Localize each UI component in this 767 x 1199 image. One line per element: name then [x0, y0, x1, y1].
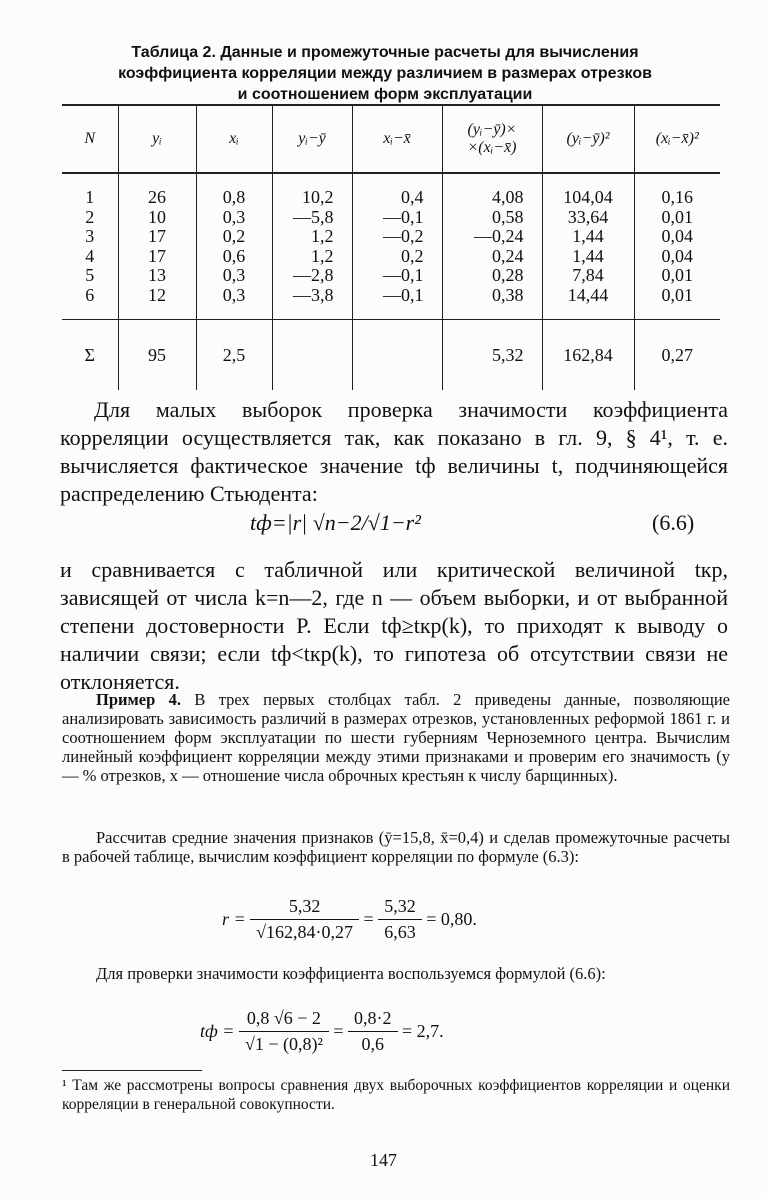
footnote-rule [62, 1070, 202, 1071]
footnote: ¹ Там же рассмотрены вопросы сравнения двух выборочных коэффициентов корреляции и оценки корреляции в генеральной совокупности. [62, 1077, 730, 1113]
example-label: Пример 4. [96, 690, 181, 709]
sum-x-dev [352, 320, 442, 391]
formula-r-num2: 5,32 [378, 896, 422, 920]
table-caption-line3: и соотношением форм эксплуатации [237, 86, 533, 103]
formula-r-num1: 5,32 [250, 896, 359, 920]
col-x: 0,8 0,3 0,2 0,6 0,3 0,3 [196, 173, 272, 320]
formula-r-lhs: r = [222, 909, 246, 929]
formula-t-den2: 0,6 [361, 1034, 385, 1054]
table-sum-row [62, 320, 720, 391]
header-product: (yᵢ−ȳ)× ×(xᵢ−x̄) [442, 105, 542, 173]
sum-y-dev-sq: 162,84 [542, 320, 634, 391]
example-paragraph-2: Рассчитав средние значения признаков (ȳ=15,8, x̄=0,4) и сделав промежуточные расчеты в рабочей таблице, вычислим коэффициент корреляции по формуле (6.3): [62, 828, 730, 866]
example-paragraph [62, 690, 730, 785]
sum-x-dev-sq: 0,27 [634, 320, 720, 391]
col-product: 4,08 0,58 —0,24 0,24 0,28 0,38 [442, 173, 542, 320]
col-x-dev: 0,4 —0,1 —0,2 0,2 —0,1 —0,1 [352, 173, 442, 320]
formula-t: tф = $\frac{0,8 √6 - 2}{\text{√1 − (0,8)²}}$ = $\frac{0,8\cdot 2}{0,6}$ = 2,7. [200, 1008, 444, 1054]
header-y-dev-sq: (yᵢ−ȳ)² [542, 105, 634, 173]
sum-y: 95 [118, 320, 196, 391]
paragraph-criterion: и сравнивается с табличной или критической величиной tкр, зависящей от числа k=n—2, где n — объем выборки, и от выбранной степени достоверности P. Если tф≥tкр(k), то приходят к выводу о наличии связи; если tф<tкр(k), то гипотеза об отсутствии связи не отклоняется. [60, 557, 728, 694]
example-paragraph-3: Для проверки значимости коэффициента воспользуемся формулой (6.6): [96, 964, 606, 983]
table-header-row [62, 105, 720, 173]
col-y: 26 10 17 17 13 12 [118, 173, 196, 320]
table-caption-line1: Таблица 2. Данные и промежуточные расчеты для вычисления [131, 44, 639, 61]
col-x-dev-sq: 0,16 0,01 0,04 0,04 0,01 0,01 [634, 173, 720, 320]
formula-t-frac1 [239, 1008, 329, 1055]
header-x-dev: xᵢ−x̄ [352, 105, 442, 173]
col-n: 1 2 3 4 5 6 [85, 187, 95, 305]
formula-r-den1: √162,84·0,27 [256, 922, 354, 942]
page-number: 147 [370, 1150, 397, 1170]
sum-y-dev [272, 320, 352, 391]
header-y-dev: yᵢ−ȳ [272, 105, 352, 173]
col-y-dev-sq: 104,04 33,64 1,44 1,44 7,84 14,44 [542, 173, 634, 320]
formula-t-result: = 2,7. [402, 1021, 444, 1041]
sum-product: 5,32 [442, 320, 542, 391]
data-table [62, 104, 720, 390]
formula-r-frac2 [378, 896, 422, 943]
header-y: yᵢ [118, 105, 196, 173]
formula-r-frac1 [250, 896, 359, 943]
equation-number: (6.6) [652, 510, 695, 535]
formula-t-num2: 0,8·2 [348, 1008, 398, 1032]
formula-t-num1: 0,8 √6 − 2 [239, 1008, 329, 1032]
header-x: xᵢ [196, 105, 272, 173]
formula-t-lhs: tф = [200, 1021, 235, 1041]
table-caption-line2: коэффициента корреляции между различием в размерах отрезков [118, 65, 652, 82]
sum-x: 2,5 [196, 320, 272, 391]
col-y-dev: 10,2 —5,8 1,2 1,2 —2,8 —3,8 [272, 173, 352, 320]
formula-r-result: = 0,80. [426, 909, 477, 929]
formula-t-den1: √1 − (0,8)² [244, 1034, 323, 1054]
header-x-dev-sq: (xᵢ−x̄)² [634, 105, 720, 173]
formula-t-frac2 [348, 1008, 398, 1055]
sum-label: Σ [84, 344, 95, 365]
header-n: N [84, 130, 96, 147]
table-data-rows [62, 173, 720, 320]
formula-r: r = $\frac{5,32}{√162,84\cdot 0,27}$ = $\frac{5,32}{6,63}$ = 0,80. [222, 896, 477, 942]
example-text: В трех первых столбцах табл. 2 приведены данные, позволяющие анализировать зависимость различий в размерах отрезков, установленных реформой 1861 г. и соотношением форм эксплуатации по шести губерниям Черноземного центра. Вычислим линейный коэффициент корреляции между этими признаками и проверим его значимость (y — % отрезков, x — отношение числа оброчных крестьян к числу барщинных). [62, 690, 730, 785]
formula-6-6: tф=|r| √n−2/√1−r² [250, 510, 421, 535]
formula-r-den2: 6,63 [384, 922, 416, 942]
paragraph-intro: Для малых выборок проверка значимости коэффициента корреляции осуществляется так, как показано в гл. 9, § 4¹, т. е. вычисляется фактическое значение tф величины t, подчиняющейся распределению Стьюдента: [60, 397, 728, 506]
